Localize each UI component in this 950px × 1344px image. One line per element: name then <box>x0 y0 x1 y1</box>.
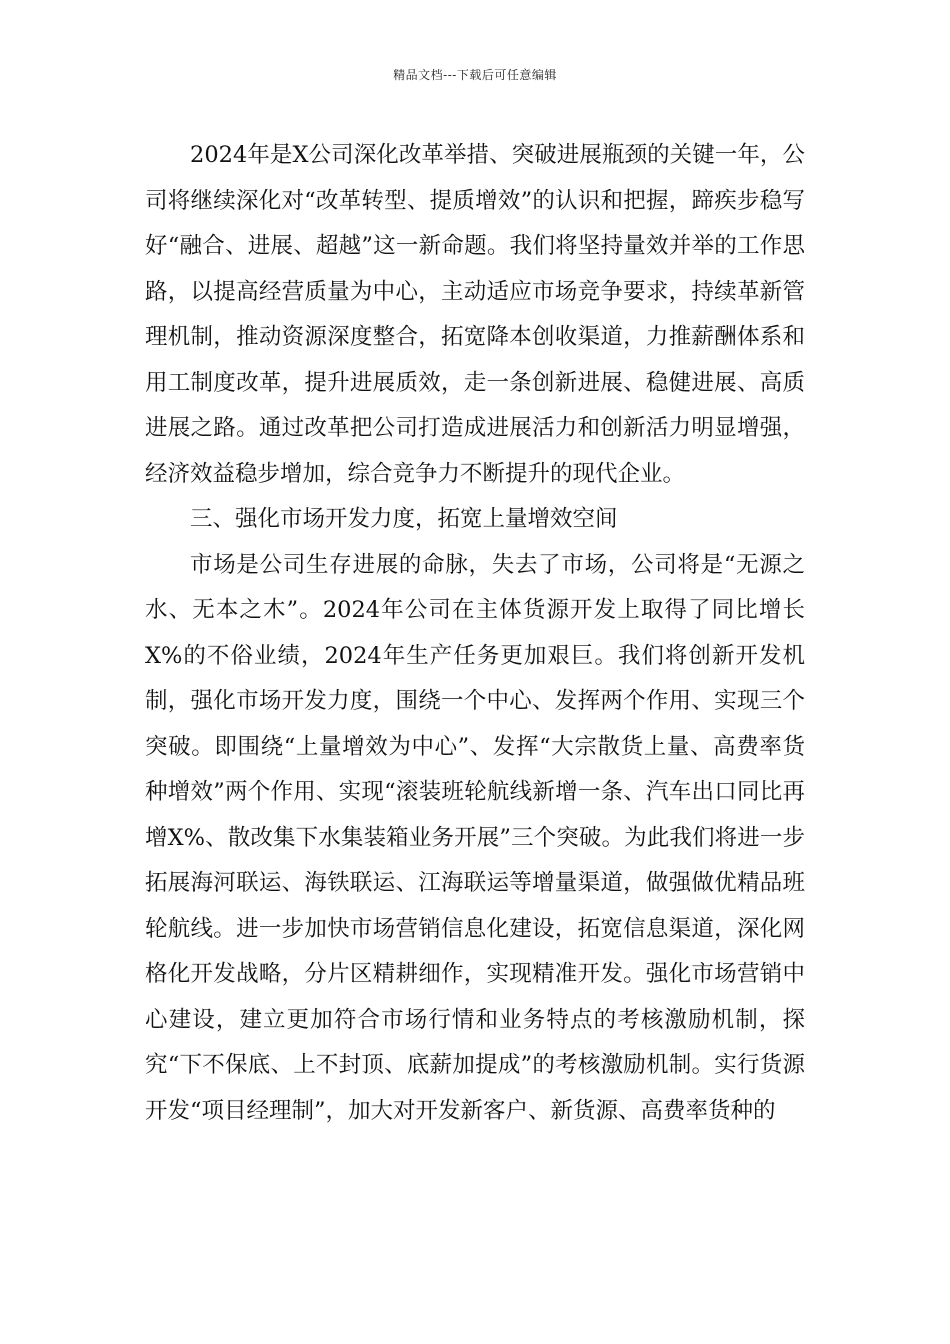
document-body <box>145 133 805 1134</box>
section-heading-market-development: 三、强化市场开发力度，拓宽上量增效空间 <box>190 506 618 532</box>
page-header: 精品文档---下载后可任意编辑 <box>393 68 557 82</box>
paragraph-market-development: 市场是公司生存进展的命脉，失去了市场，公司将是“无源之水、无本之木”。2024年公司在主体货源开发上取得了同比增长X%的不俗业绩，2024年生产任务更加艰巨。我们将创新开发机制，强化市场开发力度，围绕一个中心、发挥两个作用、实现三个突破。即围绕“上量增效为中心”、发挥“大宗散货上量、高费率货种增效”两个作用、实现“滚装班轮航线新增一条、汽车出口同比再增X%、散改集下水集装箱业务开展”三个突破。为此我们将进一步拓展海河联运、海铁联运、江海联运等增量渠道，做强做优精品班轮航线。进一步加快市场营销信息化建设，拓宽信息渠道，深化网格化开发战略，分片区精耕细作，实现精准开发。强化市场营销中心建设，建立更加符合市场行情和业务特点的考核激励机制，探究“下不保底、上不封顶、底薪加提成”的考核激励机制。实行货源开发“项目经理制”，加大对开发新客户、新货源、高费率货种的 <box>145 551 805 1124</box>
paragraph-reform-summary: 2024年是X公司深化改革举措、突破进展瓶颈的关键一年，公司将继续深化对“改革转型、提质增效”的认识和把握，蹄疾步稳写好“融合、进展、超越”这一新命题。我们将坚持量效并举的工作思路，以提高经营质量为中心，主动适应市场竞争要求，持续革新管理机制，推动资源深度整合，拓宽降本创收渠道，力推薪酬体系和用工制度改革，提升进展质效，走一条创新进展、稳健进展、高质进展之路。通过改革把公司打造成进展活力和创新活力明显增强，经济效益稳步增加，综合竞争力不断提升的现代企业。 <box>145 142 805 487</box>
